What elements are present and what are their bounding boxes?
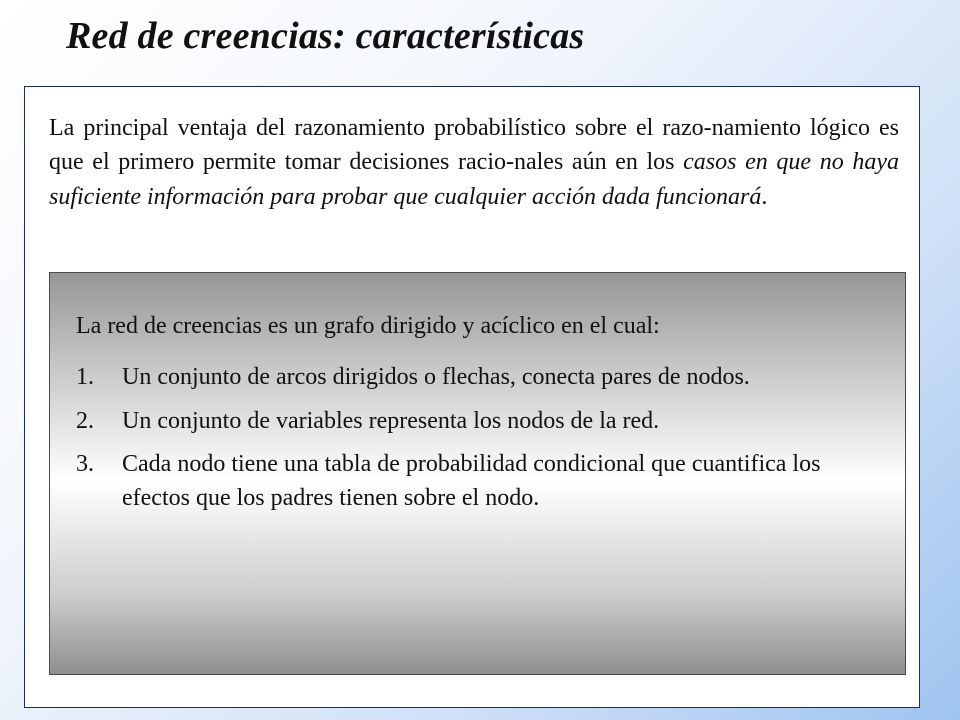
definition-box: [49, 272, 906, 675]
list-item-text: Un conjunto de arcos dirigidos o flechas, conecta pares de nodos.: [122, 364, 750, 390]
definition-lead: La red de creencias es un grafo dirigido y acíclico en el cual:: [76, 313, 660, 339]
definition-list: [76, 361, 876, 525]
content-panel: [24, 86, 920, 708]
slide-title: Red de creencias: características: [66, 15, 585, 57]
list-item: [76, 361, 876, 395]
intro-period: .: [761, 183, 768, 210]
intro-paragraph: [49, 111, 899, 214]
list-item-number: 2.: [76, 407, 94, 434]
list-item: [76, 448, 876, 515]
list-item-text: Cada nodo tiene una tabla de probabilidad condicional que cuantifica los efectos que los padres tienen sobre el nodo.: [122, 451, 821, 511]
intro-text: La principal ventaja del razonamiento probabilístico sobre el razo-namiento lógico es que el primero permite tomar decisiones racio-nales aún en los: [49, 115, 899, 176]
list-item-text: Un conjunto de variables representa los nodos de la red.: [122, 407, 660, 434]
list-item: [76, 405, 876, 439]
list-item-number: 3.: [76, 451, 94, 478]
list-item-number: 1.: [76, 364, 94, 390]
intro-emphasis: casos en que no haya suficiente información para probar que cualquier acción dada funcionará: [49, 149, 899, 210]
